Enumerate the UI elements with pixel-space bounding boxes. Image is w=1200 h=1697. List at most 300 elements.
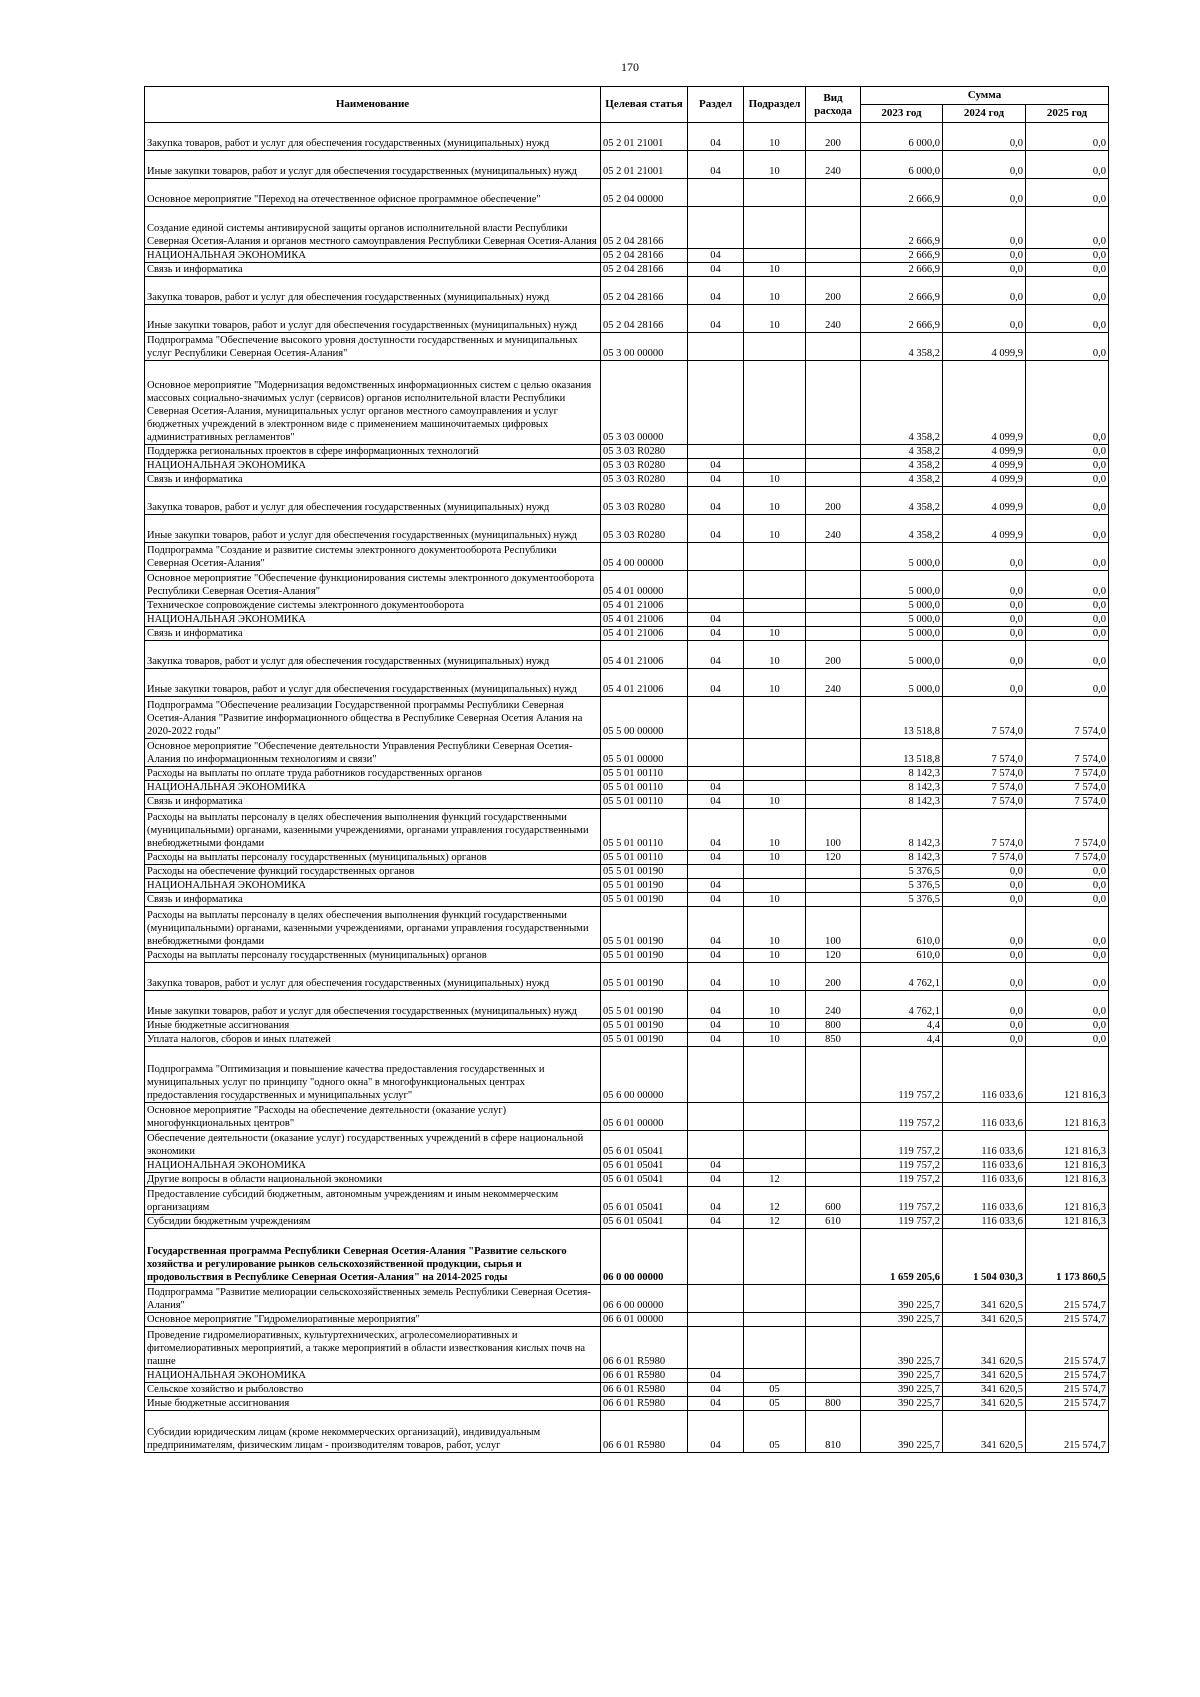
row-sum-2024: 341 620,5 [943,1411,1026,1453]
row-sum-2023: 4 358,2 [861,515,943,543]
row-sum-2024: 7 574,0 [943,739,1026,767]
row-sum-2023: 8 142,3 [861,767,943,781]
table-row [145,991,1109,1019]
table-row [145,739,1109,767]
row-sum-2023: 5 000,0 [861,669,943,697]
table-row [145,1033,1109,1047]
row-expense-type: 240 [806,151,861,179]
row-target-code: 05 5 01 00110 [601,781,688,795]
row-target-code: 05 5 01 00190 [601,991,688,1019]
row-sum-2025: 121 816,3 [1026,1047,1109,1103]
table-row [145,907,1109,949]
row-sum-2023: 2 666,9 [861,207,943,249]
table-row [145,249,1109,263]
row-sum-2024: 0,0 [943,963,1026,991]
row-subsection [744,207,806,249]
table-row [145,1285,1109,1313]
row-sum-2024: 0,0 [943,893,1026,907]
row-sum-2024: 116 033,6 [943,1103,1026,1131]
row-target-code: 06 0 00 00000 [601,1229,688,1285]
row-sum-2025: 0,0 [1026,865,1109,879]
row-name: Закупка товаров, работ и услуг для обеспечения государственных (муниципальных) нужд [145,277,601,305]
row-expense-type [806,543,861,571]
row-sum-2023: 1 659 205,6 [861,1229,943,1285]
row-name: Закупка товаров, работ и услуг для обеспечения государственных (муниципальных) нужд [145,963,601,991]
row-sum-2023: 119 757,2 [861,1131,943,1159]
row-section: 04 [688,851,744,865]
row-sum-2025: 0,0 [1026,627,1109,641]
row-name: Государственная программа Республики Северная Осетия-Алания "Развитие сельского хозяйства и регулирование рынков сельскохозяйственной продукции, сырья и продовольствия в Республике Северная Осетия-Алания" на 2014-2025 годы [145,1229,601,1285]
row-subsection [744,1313,806,1327]
row-sum-2023: 13 518,8 [861,697,943,739]
row-sum-2023: 610,0 [861,907,943,949]
row-name: Подпрограмма "Обеспечение реализации Государственной программы Республики Северная Осетия-Алания "Развитие информационного общества в Республике Северная Осетия Алания на 2020-2022 годы" [145,697,601,739]
table-row [145,179,1109,207]
table-row [145,949,1109,963]
row-target-code: 05 5 01 00110 [601,851,688,865]
row-sum-2024: 4 099,9 [943,487,1026,515]
row-sum-2023: 4 358,2 [861,487,943,515]
row-target-code: 05 5 01 00000 [601,739,688,767]
row-sum-2023: 390 225,7 [861,1285,943,1313]
row-sum-2024: 0,0 [943,907,1026,949]
row-name: НАЦИОНАЛЬНАЯ ЭКОНОМИКА [145,459,601,473]
row-expense-type: 100 [806,907,861,949]
row-name: Расходы на выплаты персоналу в целях обеспечения выполнения функций государственными (муниципальными) органами, казенными учреждениями, органами управления государственными внебюджетными фондами [145,809,601,851]
row-subsection: 12 [744,1173,806,1187]
table-row [145,851,1109,865]
row-target-code: 05 3 03 R0280 [601,473,688,487]
row-subsection: 10 [744,627,806,641]
row-target-code: 05 5 01 00190 [601,963,688,991]
row-expense-type: 850 [806,1033,861,1047]
row-sum-2024: 0,0 [943,263,1026,277]
row-target-code: 05 5 01 00110 [601,767,688,781]
row-expense-type [806,1285,861,1313]
row-sum-2023: 4 762,1 [861,963,943,991]
row-sum-2025: 121 816,3 [1026,1159,1109,1173]
row-target-code: 05 5 01 00190 [601,893,688,907]
row-name: Иные закупки товаров, работ и услуг для обеспечения государственных (муниципальных) нужд [145,305,601,333]
row-name: Закупка товаров, работ и услуг для обеспечения государственных (муниципальных) нужд [145,123,601,151]
row-sum-2025: 0,0 [1026,487,1109,515]
table-row [145,1313,1109,1327]
table-row [145,305,1109,333]
row-sum-2023: 4 358,2 [861,445,943,459]
row-name: Расходы на выплаты по оплате труда работников государственных органов [145,767,601,781]
row-target-code: 05 5 01 00190 [601,1033,688,1047]
row-sum-2023: 13 518,8 [861,739,943,767]
row-sum-2025: 0,0 [1026,277,1109,305]
row-sum-2025: 215 574,7 [1026,1369,1109,1383]
row-name: Другие вопросы в области национальной экономики [145,1173,601,1187]
row-expense-type: 240 [806,305,861,333]
row-sum-2025: 0,0 [1026,333,1109,361]
header-target: Целевая статья [601,87,688,123]
row-section: 04 [688,641,744,669]
row-sum-2023: 5 000,0 [861,543,943,571]
row-expense-type: 240 [806,991,861,1019]
row-sum-2025: 0,0 [1026,179,1109,207]
row-sum-2025: 0,0 [1026,305,1109,333]
row-expense-type: 800 [806,1019,861,1033]
row-subsection [744,249,806,263]
table-row [145,1019,1109,1033]
row-name: НАЦИОНАЛЬНАЯ ЭКОНОМИКА [145,613,601,627]
row-target-code: 05 4 01 21006 [601,613,688,627]
row-target-code: 05 5 01 00110 [601,809,688,851]
row-name: НАЦИОНАЛЬНАЯ ЭКОНОМИКА [145,1159,601,1173]
row-target-code: 05 2 04 00000 [601,179,688,207]
header-expense-type: Вид расхода [806,87,861,123]
row-target-code: 05 6 01 05041 [601,1215,688,1229]
row-section [688,361,744,445]
row-sum-2025: 121 816,3 [1026,1131,1109,1159]
row-subsection: 12 [744,1215,806,1229]
row-section [688,1229,744,1285]
row-section: 04 [688,1019,744,1033]
row-sum-2025: 0,0 [1026,879,1109,893]
table-row [145,697,1109,739]
row-subsection [744,1369,806,1383]
row-sum-2024: 1 504 030,3 [943,1229,1026,1285]
row-sum-2024: 7 574,0 [943,781,1026,795]
row-name: Подпрограмма "Обеспечение высокого уровня доступности государственных и муниципальных услуг Республики Северная Осетия-Алания" [145,333,601,361]
row-section: 04 [688,1369,744,1383]
row-section [688,543,744,571]
row-sum-2023: 2 666,9 [861,263,943,277]
row-target-code: 05 4 00 00000 [601,543,688,571]
row-target-code: 05 3 03 R0280 [601,459,688,473]
row-section: 04 [688,277,744,305]
row-expense-type [806,1229,861,1285]
row-section [688,179,744,207]
row-subsection [744,1285,806,1313]
row-name: Расходы на обеспечение функций государственных органов [145,865,601,879]
row-section [688,739,744,767]
row-sum-2025: 215 574,7 [1026,1313,1109,1327]
row-section: 04 [688,249,744,263]
row-subsection: 10 [744,1019,806,1033]
table-row [145,1131,1109,1159]
row-section [688,767,744,781]
row-sum-2025: 7 574,0 [1026,851,1109,865]
row-expense-type [806,767,861,781]
row-sum-2025: 7 574,0 [1026,795,1109,809]
row-sum-2025: 0,0 [1026,641,1109,669]
row-target-code: 05 5 01 00190 [601,879,688,893]
row-section: 04 [688,627,744,641]
row-sum-2023: 390 225,7 [861,1313,943,1327]
row-sum-2024: 0,0 [943,1033,1026,1047]
row-sum-2024: 0,0 [943,641,1026,669]
budget-table [144,86,1109,1453]
row-name: Подпрограмма "Создание и развитие системы электронного документооборота Республики Северная Осетия-Алания" [145,543,601,571]
row-target-code: 05 5 01 00190 [601,949,688,963]
row-name: Связь и информатика [145,263,601,277]
row-subsection [744,865,806,879]
row-sum-2025: 215 574,7 [1026,1285,1109,1313]
row-subsection: 05 [744,1383,806,1397]
row-sum-2025: 0,0 [1026,599,1109,613]
table-header [145,87,1109,123]
row-section: 04 [688,1397,744,1411]
row-name: Поддержка региональных проектов в сфере информационных технологий [145,445,601,459]
row-sum-2023: 2 666,9 [861,277,943,305]
row-expense-type [806,445,861,459]
row-section: 04 [688,473,744,487]
table-row [145,207,1109,249]
row-name: Основное мероприятие "Обеспечение деятельности Управления Республики Северная Осетия-Алания по информационным технологиям и связи" [145,739,601,767]
row-subsection: 12 [744,1187,806,1215]
row-sum-2023: 8 142,3 [861,809,943,851]
row-name: Иные бюджетные ассигнования [145,1397,601,1411]
row-sum-2023: 119 757,2 [861,1047,943,1103]
row-section [688,697,744,739]
row-sum-2023: 119 757,2 [861,1215,943,1229]
table-row [145,1187,1109,1215]
row-expense-type [806,333,861,361]
row-sum-2024: 4 099,9 [943,361,1026,445]
table-row [145,1369,1109,1383]
table-row [145,361,1109,445]
row-section: 04 [688,305,744,333]
row-section: 04 [688,1187,744,1215]
row-expense-type: 100 [806,809,861,851]
table-row [145,627,1109,641]
row-sum-2024: 341 620,5 [943,1313,1026,1327]
header-name: Наименование [145,87,601,123]
row-name: НАЦИОНАЛЬНАЯ ЭКОНОМИКА [145,1369,601,1383]
row-target-code: 05 3 03 00000 [601,361,688,445]
row-sum-2023: 5 376,5 [861,893,943,907]
row-subsection [744,1159,806,1173]
row-section: 04 [688,893,744,907]
row-name: Расходы на выплаты персоналу государственных (муниципальных) органов [145,949,601,963]
table-row [145,613,1109,627]
table-row [145,1103,1109,1131]
row-sum-2023: 5 376,5 [861,865,943,879]
row-sum-2023: 4,4 [861,1033,943,1047]
row-subsection: 10 [744,795,806,809]
row-sum-2024: 116 033,6 [943,1159,1026,1173]
row-subsection: 10 [744,151,806,179]
row-subsection: 10 [744,893,806,907]
row-name: Связь и информатика [145,795,601,809]
row-target-code: 05 2 01 21001 [601,123,688,151]
row-section: 04 [688,151,744,179]
row-expense-type [806,1047,861,1103]
table-row [145,641,1109,669]
row-sum-2024: 4 099,9 [943,459,1026,473]
row-subsection [744,445,806,459]
row-subsection: 10 [744,277,806,305]
row-expense-type [806,893,861,907]
table-row [145,473,1109,487]
row-sum-2024: 7 574,0 [943,795,1026,809]
table-row [145,445,1109,459]
row-section: 04 [688,949,744,963]
row-sum-2025: 0,0 [1026,669,1109,697]
row-sum-2023: 390 225,7 [861,1327,943,1369]
table-row [145,277,1109,305]
row-sum-2023: 119 757,2 [861,1103,943,1131]
row-name: Основное мероприятие "Обеспечение функционирования системы электронного документооборота Республики Северная Осетия-Алания" [145,571,601,599]
row-sum-2023: 119 757,2 [861,1173,943,1187]
row-sum-2025: 0,0 [1026,1033,1109,1047]
row-sum-2024: 0,0 [943,543,1026,571]
header-section: Раздел [688,87,744,123]
table-row [145,263,1109,277]
page-number: 170 [621,60,639,74]
row-section: 04 [688,1173,744,1187]
row-sum-2025: 1 173 860,5 [1026,1229,1109,1285]
row-expense-type [806,627,861,641]
row-sum-2025: 0,0 [1026,151,1109,179]
row-name: Основное мероприятие "Модернизация ведомственных информационных систем с целью оказания массовых социально-значимых услуг (сервисов) органов исполнительной власти Республики Северная Осетия-Алания, муниципальных услуг органов местного самоуправления и услуг бюджетных учреждений в электронном виде с применением машиночитаемых цифровых административных регламентов" [145,361,601,445]
row-target-code: 05 3 03 R0280 [601,487,688,515]
row-expense-type [806,599,861,613]
row-target-code: 05 6 01 05041 [601,1173,688,1187]
row-sum-2024: 0,0 [943,669,1026,697]
row-sum-2025: 0,0 [1026,949,1109,963]
header-year-2023: 2023 год [861,105,943,123]
row-subsection [744,1131,806,1159]
row-sum-2023: 2 666,9 [861,179,943,207]
row-section: 04 [688,1383,744,1397]
row-expense-type [806,571,861,599]
row-expense-type [806,781,861,795]
row-section [688,1047,744,1103]
row-sum-2024: 7 574,0 [943,767,1026,781]
row-expense-type [806,1327,861,1369]
row-target-code: 05 6 01 05041 [601,1187,688,1215]
row-name: Связь и информатика [145,473,601,487]
row-expense-type: 240 [806,669,861,697]
row-section: 04 [688,263,744,277]
table-row [145,1383,1109,1397]
header-sum: Сумма [861,87,1109,105]
row-target-code: 05 4 01 21006 [601,599,688,613]
row-target-code: 06 6 01 R5980 [601,1327,688,1369]
row-sum-2024: 341 620,5 [943,1397,1026,1411]
row-subsection: 10 [744,263,806,277]
row-sum-2024: 4 099,9 [943,473,1026,487]
row-subsection: 10 [744,669,806,697]
row-sum-2023: 5 000,0 [861,571,943,599]
row-name: Иные закупки товаров, работ и услуг для обеспечения государственных (муниципальных) нужд [145,515,601,543]
row-subsection [744,697,806,739]
row-sum-2024: 0,0 [943,249,1026,263]
row-expense-type [806,613,861,627]
header-subsection: Подраздел [744,87,806,123]
row-sum-2025: 7 574,0 [1026,697,1109,739]
row-expense-type [806,361,861,445]
row-target-code: 05 5 01 00190 [601,1019,688,1033]
table-row [145,487,1109,515]
row-target-code: 06 6 00 00000 [601,1285,688,1313]
row-sum-2023: 119 757,2 [861,1187,943,1215]
row-sum-2024: 116 033,6 [943,1215,1026,1229]
row-expense-type [806,739,861,767]
table-row [145,333,1109,361]
row-target-code: 05 3 03 R0280 [601,515,688,543]
row-sum-2023: 390 225,7 [861,1369,943,1383]
row-subsection: 05 [744,1411,806,1453]
row-name: Создание единой системы антивирусной защиты органов исполнительной власти Республики Северная Осетия-Алания и органов местного самоуправления Республики Северная Осетия-Алания [145,207,601,249]
row-sum-2023: 6 000,0 [861,151,943,179]
row-expense-type [806,249,861,263]
table-row [145,669,1109,697]
row-sum-2023: 6 000,0 [861,123,943,151]
row-sum-2025: 0,0 [1026,893,1109,907]
row-sum-2023: 4 358,2 [861,459,943,473]
row-subsection: 10 [744,123,806,151]
table-row [145,879,1109,893]
row-sum-2025: 0,0 [1026,515,1109,543]
row-sum-2024: 0,0 [943,1019,1026,1033]
row-sum-2024: 0,0 [943,277,1026,305]
table-row [145,1411,1109,1453]
row-expense-type: 200 [806,277,861,305]
row-subsection [744,571,806,599]
row-sum-2023: 8 142,3 [861,851,943,865]
table-row [145,893,1109,907]
row-sum-2024: 0,0 [943,305,1026,333]
row-sum-2025: 0,0 [1026,613,1109,627]
row-subsection: 10 [744,641,806,669]
row-sum-2025: 215 574,7 [1026,1327,1109,1369]
row-sum-2024: 7 574,0 [943,809,1026,851]
row-sum-2024: 341 620,5 [943,1369,1026,1383]
row-sum-2024: 116 033,6 [943,1131,1026,1159]
row-sum-2024: 116 033,6 [943,1047,1026,1103]
row-subsection [744,1047,806,1103]
table-row [145,767,1109,781]
row-target-code: 05 4 01 21006 [601,669,688,697]
row-sum-2023: 119 757,2 [861,1159,943,1173]
row-sum-2024: 341 620,5 [943,1327,1026,1369]
row-sum-2025: 215 574,7 [1026,1411,1109,1453]
row-subsection: 10 [744,473,806,487]
row-subsection [744,767,806,781]
row-sum-2025: 0,0 [1026,249,1109,263]
row-target-code: 05 3 03 R0280 [601,445,688,459]
row-subsection: 10 [744,487,806,515]
row-section: 04 [688,1033,744,1047]
row-sum-2023: 5 376,5 [861,879,943,893]
row-sum-2023: 4 358,2 [861,473,943,487]
row-expense-type [806,263,861,277]
row-expense-type [806,697,861,739]
row-sum-2023: 390 225,7 [861,1397,943,1411]
row-sum-2024: 0,0 [943,879,1026,893]
row-sum-2025: 0,0 [1026,207,1109,249]
row-section: 04 [688,487,744,515]
row-sum-2023: 4 358,2 [861,361,943,445]
table-row [145,151,1109,179]
row-sum-2024: 0,0 [943,599,1026,613]
row-name: Связь и информатика [145,893,601,907]
row-target-code: 05 2 01 21001 [601,151,688,179]
table-row [145,1173,1109,1187]
row-expense-type [806,473,861,487]
row-target-code: 05 2 04 28166 [601,207,688,249]
table-row [145,543,1109,571]
row-section [688,1103,744,1131]
row-sum-2024: 7 574,0 [943,697,1026,739]
row-section [688,1285,744,1313]
